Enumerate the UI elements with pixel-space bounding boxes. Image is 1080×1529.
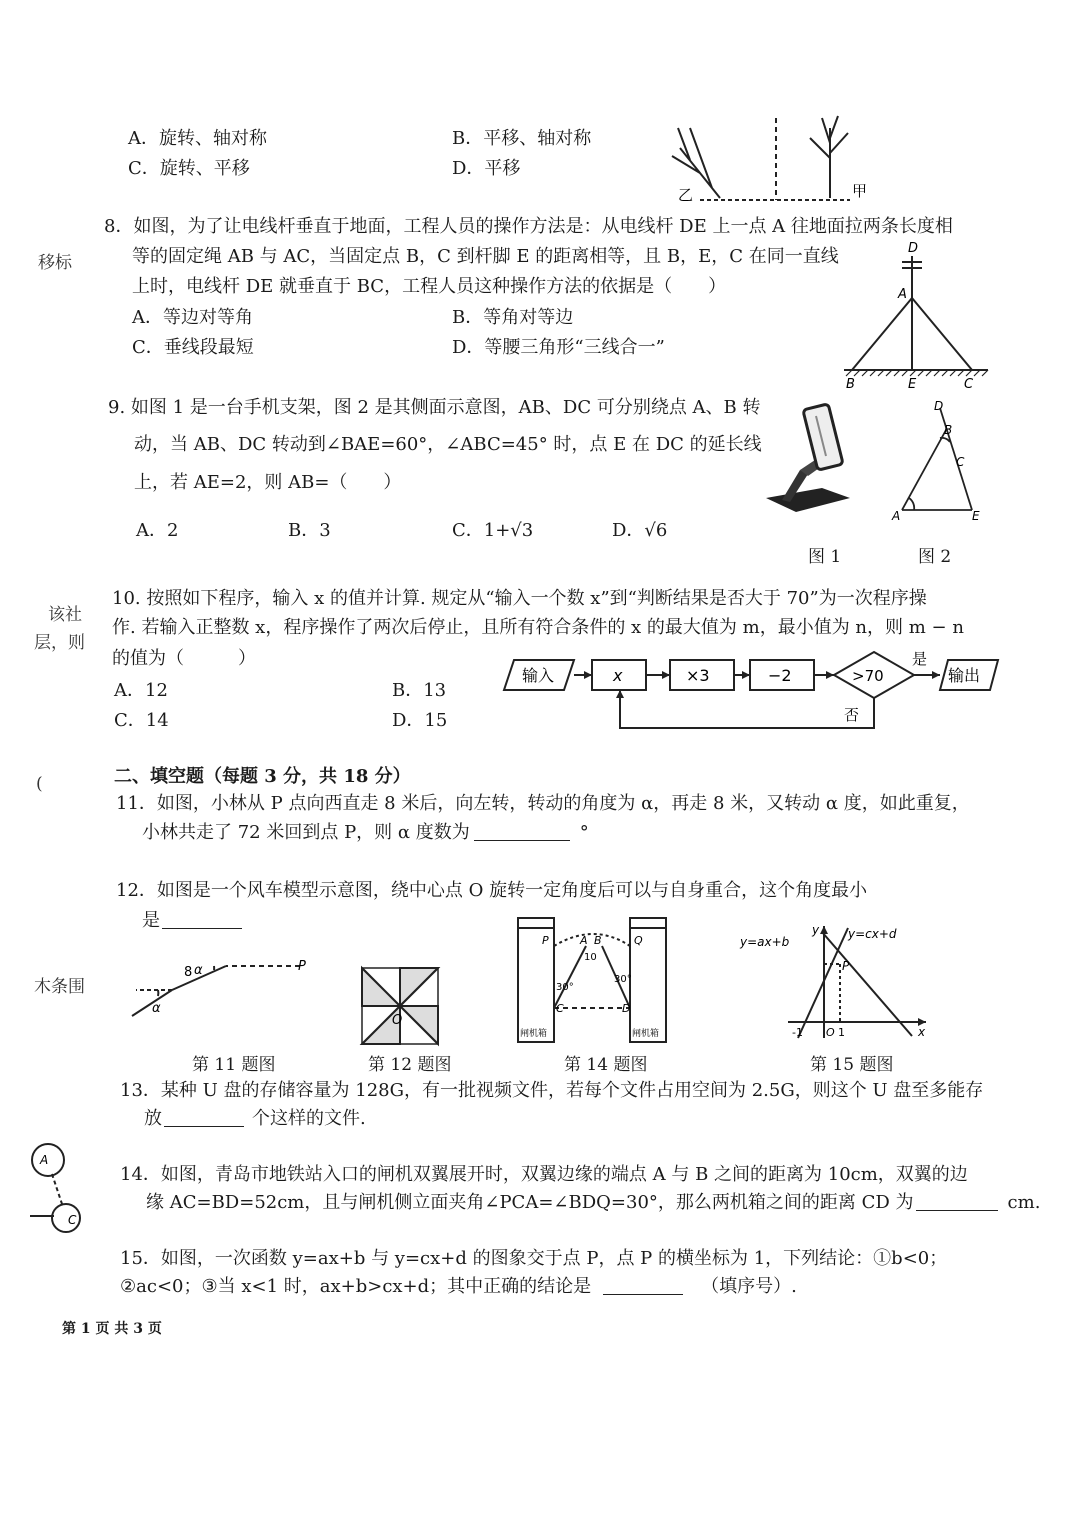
q14-label-box-left: 闸机箱 (520, 1029, 548, 1039)
q11-line-2-wrap (142, 818, 589, 847)
q13-line-2-a: 放 (144, 1108, 162, 1129)
q10-option-b: B．13 (392, 680, 447, 701)
q8-option-a: A．等边对等角 (132, 307, 253, 328)
q14-label-b: B (594, 934, 602, 947)
q15-label-y: y (812, 923, 820, 937)
q9-line-2: 动，当 AB、DC 转动到∠BAE=60°，∠ABC=45° 时，点 E 在 DC 的延长线 (134, 434, 762, 455)
q9-option-d: D．√6 (612, 520, 668, 541)
q14-label-10: 10 (584, 952, 597, 963)
q14-label-q: Q (634, 934, 643, 947)
q13-line-2-b: 个这样的文件. (252, 1108, 366, 1129)
q12-figure (356, 962, 446, 1052)
q11-fig-label-alpha-1: α (194, 963, 203, 978)
q13-answer-blank[interactable] (164, 1108, 244, 1127)
margin-fig-label-a: A (40, 1153, 49, 1167)
flow-minus2: −2 (768, 666, 792, 685)
q13-line-2-wrap (144, 1104, 366, 1133)
q15-answer-blank[interactable] (603, 1276, 683, 1295)
q14-line-2-wrap (146, 1188, 1040, 1217)
q10-option-d: D．15 (392, 710, 448, 731)
q14-caption: 第 14 题图 (564, 1055, 648, 1075)
flow-output: 输出 (948, 666, 981, 685)
q15-label-neg1: -1 (792, 1026, 803, 1039)
q13-line-1: 13．某种 U 盘的存储容量为 128G，有一批视频文件，若每个文件占用空间为 2.5G，则这个 U 盘至多能存 (120, 1080, 984, 1101)
flow-no: 否 (844, 706, 860, 724)
q10-option-c: C．14 (114, 710, 169, 731)
q8-line-3: 上时，电线杆 DE 就垂直于 BC，工程人员这种操作方法的依据是（ ） (132, 276, 727, 297)
flow-x: x (613, 666, 623, 685)
q9-line-3: 上，若 AE=2，则 AB=（ ） (134, 472, 402, 493)
q7-option-b: B．平移、轴对称 (452, 128, 592, 149)
margin-note-5: 木条围 (34, 977, 85, 997)
q9-fig2-label-c: C (956, 455, 965, 469)
q8-label-b: B (846, 377, 855, 390)
q8-option-d: D．等腰三角形“三线合一” (452, 337, 665, 358)
q15-figure (736, 918, 936, 1042)
q7-option-c: C．旋转、平移 (128, 158, 250, 179)
q8-label-d: D (908, 241, 919, 256)
q14-line-2-end: cm. (1007, 1192, 1041, 1213)
q14-answer-blank[interactable] (916, 1192, 998, 1211)
q9-caption-2: 图 2 (918, 547, 952, 567)
q8-option-b: B．等角对等边 (452, 307, 574, 328)
q11-caption: 第 11 题图 (192, 1055, 276, 1075)
q15-caption: 第 15 题图 (810, 1055, 894, 1075)
q9-figure-1 (760, 402, 860, 522)
q8-option-c: C．垂线段最短 (132, 337, 254, 358)
q14-label-p: P (542, 934, 549, 947)
q12-caption: 第 12 题图 (368, 1055, 452, 1075)
q7-label-jia: 甲 (852, 182, 868, 200)
q14-label-a: A (580, 934, 588, 947)
q14-line-2: 缘 AC=BD=52cm，且与闸机侧立面夹角∠PCA=∠BDQ=30°，那么两机箱之间的距离 CD 为 (146, 1192, 914, 1213)
q14-label-30-right: 30° (614, 974, 632, 985)
q15-label-1: 1 (838, 1026, 845, 1039)
q9-fig2-label-b: B (944, 423, 953, 437)
q8-label-e: E (908, 377, 917, 390)
q14-label-box-right: 闸机箱 (632, 1029, 660, 1039)
q12-line-2-wrap (142, 906, 242, 935)
q7-figure (660, 108, 880, 208)
q15-label-o: O (826, 1026, 835, 1039)
q10-flowchart (500, 648, 1010, 738)
q11-fig-label-p: P (298, 959, 306, 974)
q9-fig2-label-d: D (934, 399, 944, 413)
q14-label-d: D (622, 1002, 631, 1015)
q12-line-1: 12．如图是一个风车模型示意图，绕中心点 O 旋转一定角度后可以与自身重合，这个角度最小 (116, 880, 868, 901)
q10-line-1: 10. 按照如下程序，输入 x 的值并计算. 规定从“输入一个数 x”到“判断结果是否大于 70”为一次程序操 (112, 588, 927, 609)
q15-line-2-b: （填序号）. (701, 1276, 797, 1297)
q11-line-2-end: ° (579, 822, 589, 843)
q9-option-b: B．3 (288, 520, 331, 541)
q9-option-a: A．2 (136, 520, 179, 541)
q10-line-2: 作. 若输入正整数 x，程序操作了两次后停止，且所有符合条件的 x 的最大值为 m，最小值为 n，则 m − n (112, 617, 964, 638)
q9-fig2-label-a: A (892, 509, 901, 523)
q11-answer-blank[interactable] (474, 822, 570, 841)
q11-figure (122, 950, 322, 1050)
flow-yes: 是 (912, 650, 928, 668)
q15-line-2-a: ②ac<0；③当 x<1 时，ax+b>cx+d；其中正确的结论是 (120, 1276, 592, 1297)
q12-answer-blank[interactable] (162, 910, 242, 929)
q9-line-1: 9. 如图 1 是一台手机支架，图 2 是其侧面示意图，AB、DC 可分别绕点 A、B 转 (108, 397, 761, 418)
q14-label-30-left: 30° (556, 982, 574, 993)
page-footer: 第 1 页 共 3 页 (62, 1321, 162, 1337)
q15-label-cxd: y=cx+d (848, 927, 897, 941)
q15-line-2-wrap (120, 1272, 797, 1301)
q10-line-3: 的值为（ ） (112, 648, 256, 669)
q11-fig-label-alpha-2: α (152, 1001, 161, 1016)
q11-line-1: 11．如图，小林从 P 点向西直走 8 米后，向左转，转动的角度为 α，再走 8 米，又转动 α 度，如此重复， (116, 793, 970, 814)
margin-note-1: 移标 (38, 253, 72, 273)
q8-label-c: C (964, 377, 974, 390)
q11-line-2: 小林共走了 72 米回到点 P，则 α 度数为 (142, 822, 470, 843)
margin-note-4: ( (36, 774, 43, 794)
flow-times3: ×3 (686, 666, 710, 685)
q8-line-1: 8．如图，为了让电线杆垂直于地面，工程人员的操作方法是：从电线杆 DE 上一点 A 往地面拉两条长度相 (104, 216, 953, 237)
q12-line-2: 是 (142, 910, 160, 931)
flow-gt70: >70 (852, 667, 884, 685)
q7-option-a: A．旋转、轴对称 (128, 128, 267, 149)
margin-note-3: 层，则 (34, 633, 85, 653)
flow-input: 输入 (522, 666, 555, 685)
q7-label-yi: 乙 (678, 186, 694, 204)
q15-line-1: 15．如图，一次函数 y=ax+b 与 y=cx+d 的图象交于点 P，点 P 的横坐标为 1，下列结论：①b<0； (120, 1248, 948, 1269)
margin-fig-label-c: C (68, 1213, 77, 1227)
q9-option-c: C．1+√3 (452, 520, 534, 541)
q15-label-p: P (842, 959, 850, 973)
q9-caption-1: 图 1 (808, 547, 842, 567)
q9-figure-2 (884, 398, 984, 528)
q8-line-2: 等的固定绳 AB 与 AC，当固定点 B，C 到杆脚 E 的距离相等，且 B，E，C 在同一直线 (132, 246, 839, 267)
q14-label-c: C (556, 1002, 564, 1015)
margin-figure (26, 1138, 96, 1238)
q8-label-a: A (898, 287, 907, 302)
q7-option-d: D．平移 (452, 158, 521, 179)
q15-label-axb: y=ax+b (740, 935, 790, 949)
q14-figure (514, 912, 674, 1048)
q10-option-a: A．12 (114, 680, 168, 701)
q12-fig-label-o: O (392, 1013, 403, 1028)
margin-note-2: 该社 (48, 605, 82, 625)
q14-line-1: 14．如图，青岛市地铁站入口的闸机双翼展开时，双翼边缘的端点 A 与 B 之间的距离为 10cm，双翼的边 (120, 1164, 968, 1185)
q9-fig2-label-e: E (972, 509, 980, 523)
q11-fig-label-8: 8 (184, 965, 193, 980)
section-2-title: 二、填空题（每题 3 分，共 18 分） (114, 766, 411, 787)
q15-label-x: x (918, 1025, 926, 1039)
q8-figure (840, 238, 1000, 390)
